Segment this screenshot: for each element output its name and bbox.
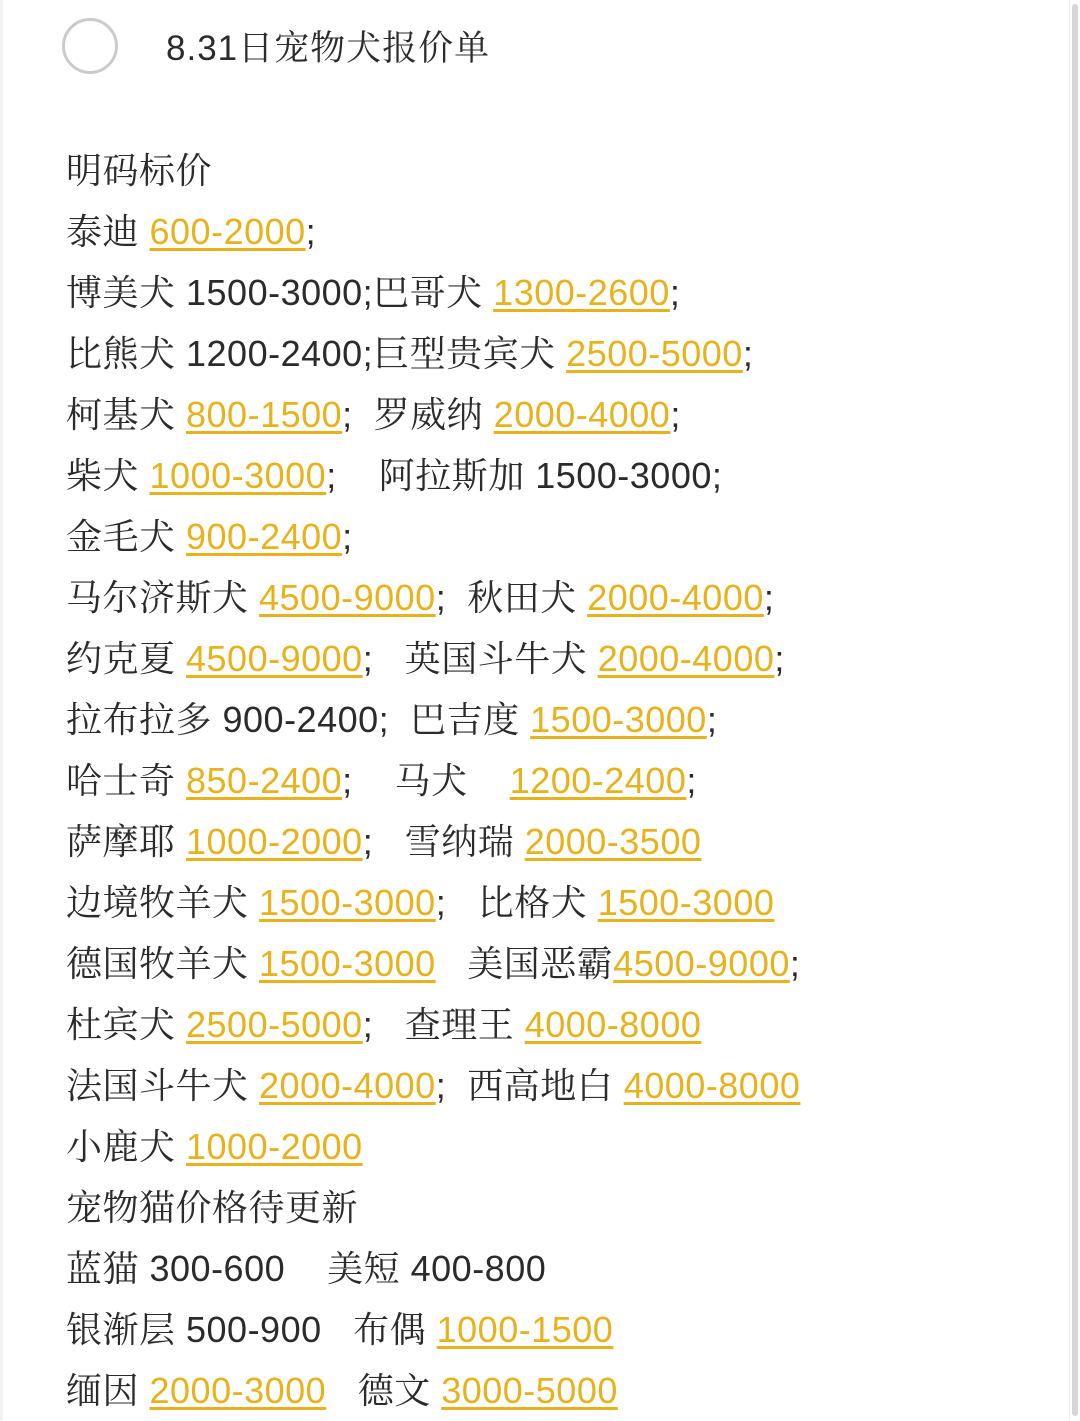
- breed-label: 杜宾犬: [66, 1004, 187, 1045]
- select-circle-icon[interactable]: [62, 18, 118, 74]
- breed-label: 小鹿犬: [66, 1126, 187, 1167]
- price-value: 1000-3000: [149, 455, 327, 496]
- price-line: [66, 1238, 1080, 1299]
- breed-label: ;: [686, 760, 697, 801]
- scrollbar-thumb[interactable]: [1072, 4, 1078, 1416]
- breed-label: 拉布拉多 900-2400; 巴吉度: [66, 699, 531, 740]
- price-value: 900-2400: [186, 516, 343, 557]
- price-value: 2500-5000: [186, 1004, 363, 1045]
- breed-label: ; 马犬: [342, 760, 510, 801]
- price-line: [66, 201, 1080, 262]
- price-line: [66, 506, 1080, 567]
- breed-label: ;: [669, 272, 681, 313]
- breed-label: 缅因: [66, 1370, 150, 1411]
- scrollbar-track[interactable]: [1069, 0, 1080, 1420]
- price-value: 1500-3000: [530, 699, 707, 740]
- price-line: [66, 445, 1080, 506]
- price-line: [66, 689, 1080, 750]
- price-value: 3000-5000: [441, 1370, 618, 1411]
- breed-label: 博美犬 1500-3000;巴哥犬: [66, 272, 494, 313]
- breed-label: ; 雪纳瑞: [362, 821, 525, 862]
- breed-label: 柯基犬: [66, 394, 187, 435]
- price-line: [66, 567, 1080, 628]
- breed-label: ;: [742, 333, 754, 374]
- section-heading: 明码标价: [66, 150, 213, 191]
- breed-label: 德国牧羊犬: [66, 943, 260, 984]
- price-value: 2000-4000: [493, 394, 671, 435]
- price-line: [66, 1360, 1080, 1421]
- breed-label: ;: [789, 943, 801, 984]
- document-body: [0, 74, 1080, 1421]
- price-value: 2000-3000: [149, 1370, 327, 1411]
- price-line: [66, 323, 1080, 384]
- price-value: 2500-5000: [566, 333, 743, 374]
- breed-label: ; 西高地白: [435, 1065, 624, 1106]
- breed-label: 美国恶霸: [435, 943, 614, 984]
- price-line: [66, 872, 1080, 933]
- price-value: 1000-1500: [436, 1309, 614, 1350]
- breed-label: ;: [706, 699, 718, 740]
- price-value: 800-1500: [186, 394, 343, 435]
- price-line: [66, 628, 1080, 689]
- price-value: 850-2400: [186, 760, 343, 801]
- price-value: 1500-3000: [597, 882, 775, 923]
- price-value: 2000-4000: [597, 638, 775, 679]
- price-line: [66, 750, 1080, 811]
- breed-label: 德文: [326, 1370, 442, 1411]
- price-value: 1500-3000: [259, 943, 436, 984]
- price-value: 1000-2000: [186, 1126, 363, 1167]
- breed-label: 蓝猫 300-600 美短 400-800: [66, 1248, 547, 1289]
- price-value: 2000-4000: [259, 1065, 436, 1106]
- breed-label: ; 比格犬: [435, 882, 598, 923]
- price-line: [66, 1177, 1080, 1238]
- breed-label: 约克夏: [66, 638, 187, 679]
- price-line: [66, 994, 1080, 1055]
- breed-label: 金毛犬: [66, 516, 187, 557]
- price-value: 4500-9000: [259, 577, 436, 618]
- breed-label: ; 英国斗牛犬: [362, 638, 598, 679]
- breed-label: 法国斗牛犬: [66, 1065, 260, 1106]
- price-value: 2000-4000: [587, 577, 764, 618]
- breed-label: ;: [342, 516, 353, 557]
- price-value: 1000-2000: [186, 821, 363, 862]
- breed-label: ;: [305, 211, 317, 252]
- breed-label: 泰迪: [66, 211, 150, 252]
- breed-label: ; 秋田犬: [435, 577, 588, 618]
- price-line: [66, 933, 1080, 994]
- price-value: 600-2000: [149, 211, 306, 252]
- breed-label: ;: [670, 394, 681, 435]
- breed-label: 边境牧羊犬: [66, 882, 260, 923]
- breed-label: 柴犬: [66, 455, 150, 496]
- price-line: [66, 811, 1080, 872]
- breed-label: ; 阿拉斯加 1500-3000;: [326, 455, 723, 496]
- breed-label: 马尔济斯犬: [66, 577, 260, 618]
- breed-label: 宠物猫价格待更新: [66, 1187, 359, 1228]
- breed-label: 萨摩耶: [66, 821, 187, 862]
- price-value: 2000-3500: [524, 821, 702, 862]
- post-header: [0, 0, 1080, 74]
- price-value: 1200-2400: [509, 760, 687, 801]
- breed-label: ;: [763, 577, 775, 618]
- breed-label: 比熊犬 1200-2400;巨型贵宾犬: [66, 333, 567, 374]
- price-value: 4500-9000: [186, 638, 363, 679]
- price-line: [66, 384, 1080, 445]
- left-edge-border: [0, 0, 3, 1420]
- breed-label: ; 罗威纳: [342, 394, 494, 435]
- price-line: [66, 1055, 1080, 1116]
- page-title: 8.31日宠物犬报价单: [166, 29, 491, 68]
- price-line: [66, 262, 1080, 323]
- price-value: 1500-3000: [259, 882, 436, 923]
- price-value: 4000-8000: [524, 1004, 702, 1045]
- price-list: [66, 201, 1080, 1421]
- breed-label: 哈士奇: [66, 760, 187, 801]
- breed-label: ;: [774, 638, 785, 679]
- breed-label: 银渐层 500-900 布偶: [66, 1309, 437, 1350]
- price-value: 1300-2600: [493, 272, 670, 313]
- price-value: 4000-8000: [623, 1065, 801, 1106]
- price-value: 4500-9000: [613, 943, 790, 984]
- price-line: [66, 1299, 1080, 1360]
- price-line: [66, 1116, 1080, 1177]
- breed-label: ; 查理王: [362, 1004, 525, 1045]
